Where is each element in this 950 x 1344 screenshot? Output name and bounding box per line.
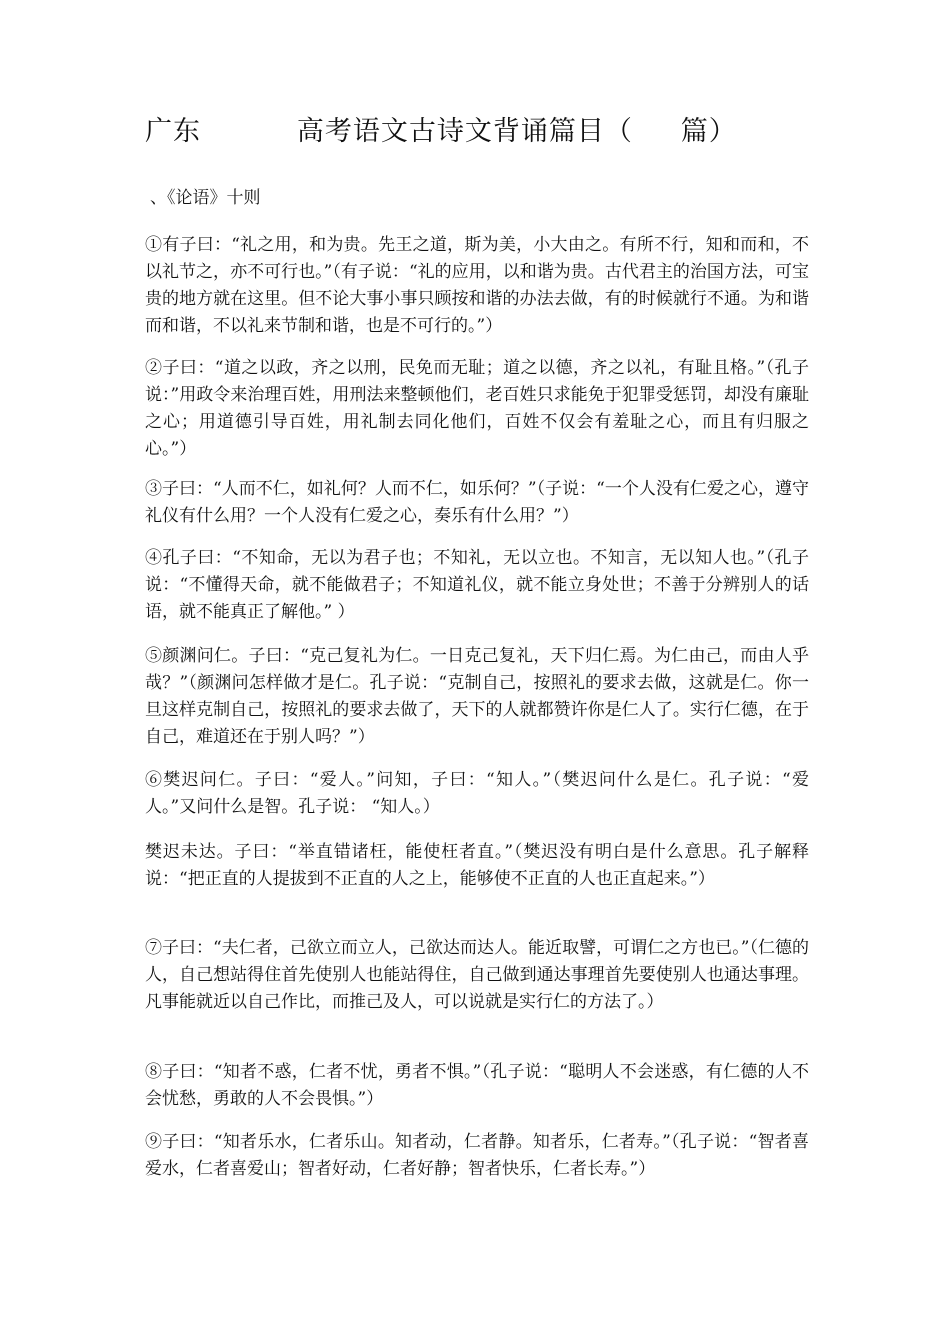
paragraph-6: ⑥樊迟问仁。子曰：“爱人。”问知，子曰：“知人。”（樊迟问什么是仁。孔子说：“爱人。”又问什么是智。孔子说： “知人。）	[145, 770, 809, 817]
paragraph-8: ⑦子曰：“夫仁者，己欲立而立人，己欲达而达人。能近取譬，可谓仁之方也已。”（仁德的人，自己想站得住首先使别人也能站得住，自己做到通达事理首先要使别人也通达事理。凡事能就近以自己作比，而推己及人，可以说就是实行仁的方法了。）	[145, 938, 809, 1012]
section-heading: 、《论语》十则	[150, 188, 261, 208]
paragraph-1: ①有子曰：“礼之用，和为贵。先王之道，斯为美，小大由之。有所不行，知和而和，不以礼节之，亦不可行也。”（有子说：“礼的应用，以和谐为贵。古代君主的治国方法，可宝贵的地方就在这里。但不论大事小事只顾按和谐的办法去做，有的时候就行不通。为和谐而和谐，不以礼来节制和谐，也是不可行的。”）	[145, 235, 809, 336]
paragraph-9: ⑧子曰：“知者不惑，仁者不忧，勇者不惧。”（孔子说：“聪明人不会迷惑，有仁德的人不会忧愁，勇敢的人不会畏惧。”）	[145, 1062, 809, 1109]
document-title: 广东 高考语文古诗文背诵篇目（ 篇）	[145, 116, 737, 147]
paragraph-2: ②子曰：“道之以政，齐之以刑，民免而无耻；道之以德，齐之以礼，有耻且格。”（孔子说：”用政令来治理百姓，用刑法来整顿他们，老百姓只求能免于犯罪受惩罚，却没有廉耻之心；用道德引导百姓，用礼制去同化他们，百姓不仅会有羞耻之心，而且有归服之心。”）	[145, 358, 809, 459]
paragraph-3: ③子曰：“人而不仁，如礼何？人而不仁，如乐何？”（子说：“一个人没有仁爱之心，遵守礼仪有什么用？一个人没有仁爱之心，奏乐有什么用？”）	[145, 479, 809, 526]
paragraph-7: 樊迟未达。子曰：“举直错诸枉，能使枉者直。”（樊迟没有明白是什么意思。孔子解释说：“把正直的人提拔到不正直的人之上，能够使不正直的人也正直起来。”）	[145, 842, 809, 889]
paragraph-4: ④孔子曰：“不知命，无以为君子也；不知礼，无以立也。不知言，无以知人也。”（孔子说：“不懂得天命，就不能做君子；不知道礼仪，就不能立身处世；不善于分辨别人的话语，就不能真正了解他。” ）	[145, 548, 809, 622]
paragraph-10: ⑨子曰：“知者乐水，仁者乐山。知者动，仁者静。知者乐，仁者寿。”（孔子说：“智者喜爱水，仁者喜爱山；智者好动，仁者好静；智者快乐，仁者长寿。”）	[145, 1132, 809, 1179]
paragraph-5: ⑤颜渊问仁。子曰：“克己复礼为仁。一日克己复礼，天下归仁焉。为仁由己，而由人乎哉？”（颜渊问怎样做才是仁。孔子说：“克制自己，按照礼的要求去做，这就是仁。你一旦这样克制自己，按照礼的要求去做了，天下的人就都赞许你是仁人了。实行仁德，在于自己，难道还在于别人吗？”）	[145, 646, 809, 747]
